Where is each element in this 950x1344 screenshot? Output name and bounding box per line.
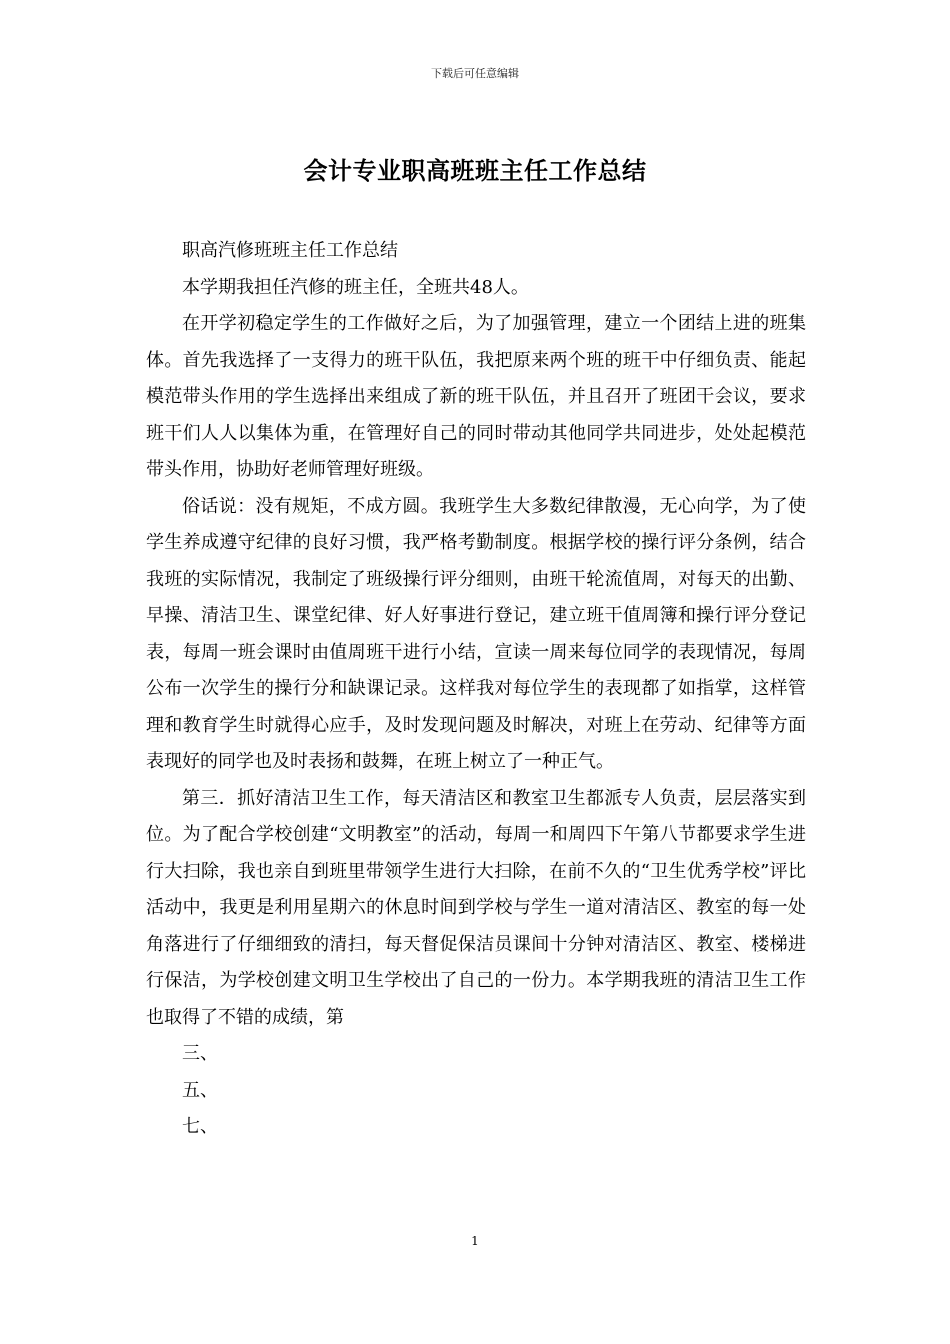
document-title: 会计专业职高班班主任工作总结: [303, 157, 647, 185]
paragraph-hygiene: 第三．抓好清洁卫生工作，每天清洁区和教室卫生都派专人负责，层层落实到位。为了配合学校创建“文明教室”的活动，每周一和周四下午第八节都要求学生进行大扫除，我也亲自到班里带领学生进行大扫除，在前不久的“卫生优秀学校”评比活动中，我更是利用星期六的休息时间到学校与学生一道对清洁区、教室的每一处角落进行了仔细细致的清扫，每天督促保洁员课间十分钟对清洁区、教室、楼梯进行保洁，为学校创建文明卫生学校出了自己的一份力。本学期我班的清洁卫生工作也取得了不错的成绩，第: [146, 787, 806, 1028]
paragraph-item-three: 三、: [182, 1043, 218, 1064]
paragraph-class-leaders: 在开学初稳定学生的工作做好之后，为了加强管理，建立一个团结上进的班集体。首先我选择了一支得力的班干队伍，我把原来两个班的班干中仔细负责、能起模范带头作用的学生选择出来组成了新的班干队伍，并且召开了班团干会议，要求班干们人人以集体为重，在管理好自己的同时带动其他同学共同进步，处处起模范带头作用，协助好老师管理好班级。: [146, 313, 806, 480]
paragraph-intro: 本学期我担任汽修的班主任，全班共48人。: [182, 276, 529, 298]
paragraph-item-seven: 七、: [182, 1116, 218, 1137]
page-header-note: 下载后可任意编辑: [431, 67, 519, 80]
page-number: 1: [471, 1234, 479, 1248]
paragraph-item-five: 五、: [182, 1079, 218, 1101]
document-body: [146, 233, 806, 1146]
paragraph-discipline: 俗话说：没有规矩，不成方圆。我班学生大多数纪律散漫，无心向学，为了使学生养成遵守纪律的良好习惯，我严格考勤制度。根据学校的操行评分条例，结合我班的实际情况，我制定了班级操行评分细则，由班干轮流值周，对每天的出勤、早操、清洁卫生、课堂纪律、好人好事进行登记，建立班干值周簿和操行评分登记表，每周一班会课时由值周班干进行小结，宣读一周来每位同学的表现情况，每周公布一次学生的操行分和缺课记录。这样我对每位学生的表现都了如指掌，这样管理和教育学生时就得心应手，及时发现问题及时解决，对班上在劳动、纪律等方面表现好的同学也及时表扬和鼓舞，在班上树立了一种正气。: [146, 495, 806, 772]
paragraph-subtitle: 职高汽修班班主任工作总结: [182, 240, 398, 261]
